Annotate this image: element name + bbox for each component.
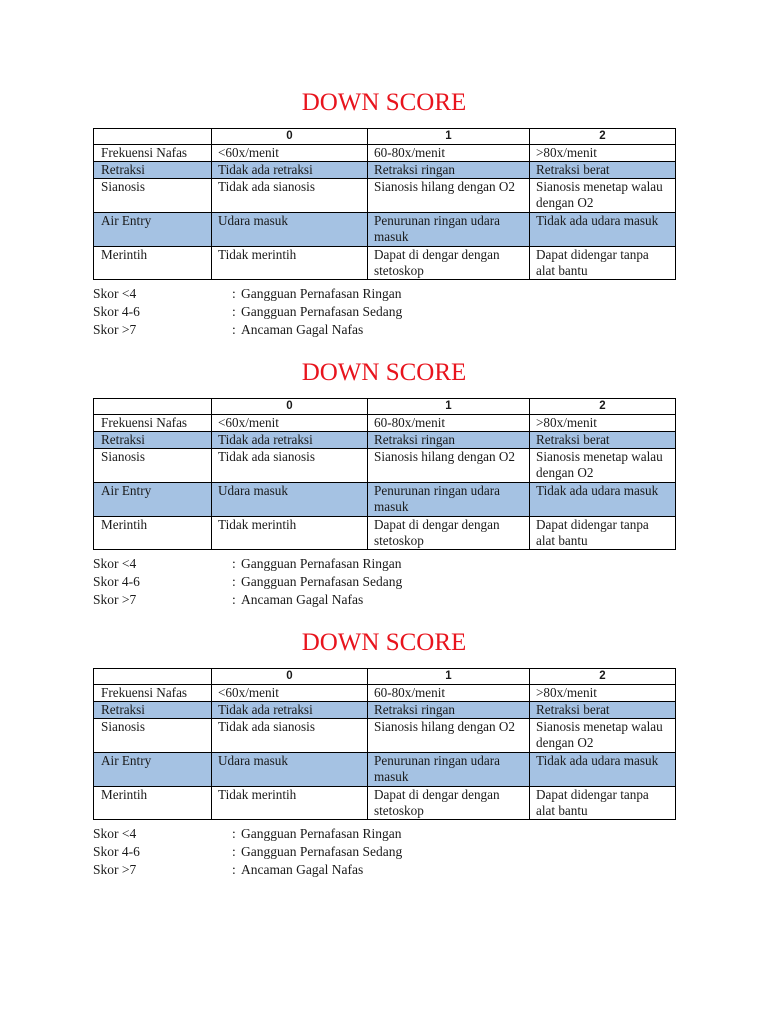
legend-value: Ancaman Gagal Nafas: [241, 322, 364, 337]
row-label: Sianosis: [94, 719, 212, 753]
table-cell: Dapat di dengar dengan stetoskop: [368, 787, 530, 820]
legend-item: [93, 573, 693, 591]
row-label: Retraksi: [94, 162, 212, 179]
table-row: [94, 483, 676, 517]
legend-key: Skor >7: [93, 592, 137, 607]
legend-value: Gangguan Pernafasan Ringan: [241, 556, 402, 571]
table-cell: Penurunan ringan udara masuk: [368, 213, 530, 247]
legend-value: Ancaman Gagal Nafas: [241, 592, 364, 607]
table-cell: Tidak ada retraksi: [212, 162, 368, 179]
legend-item: [93, 825, 693, 843]
table-cell: Sianosis menetap walau dengan O2: [530, 719, 676, 753]
header-cell: 0: [212, 129, 368, 145]
section-title: DOWN SCORE: [301, 89, 467, 116]
row-label: Retraksi: [94, 702, 212, 719]
section-title: DOWN SCORE: [301, 629, 467, 656]
table-cell: Dapat didengar tanpa alat bantu: [530, 517, 676, 550]
header-cell: 1: [368, 399, 530, 415]
row-label: Merintih: [94, 247, 212, 280]
legend-separator: :: [232, 862, 236, 877]
legend-separator: :: [232, 556, 236, 571]
table-cell: Retraksi ringan: [368, 162, 530, 179]
row-label: Air Entry: [94, 213, 212, 247]
legend-key: Skor 4-6: [93, 304, 140, 319]
table-row: [94, 415, 676, 432]
row-label: Merintih: [94, 787, 212, 820]
table-row: [94, 179, 676, 213]
table-cell: Tidak ada sianosis: [212, 719, 368, 753]
header-cell: [94, 129, 212, 145]
legend-value: Gangguan Pernafasan Sedang: [241, 574, 403, 589]
table-row: [94, 753, 676, 787]
legend-key: Skor <4: [93, 826, 137, 841]
table-cell: <60x/menit: [212, 685, 368, 702]
row-label: Sianosis: [94, 179, 212, 213]
table-row: [94, 162, 676, 179]
legend-separator: :: [232, 592, 236, 607]
table-cell: Dapat didengar tanpa alat bantu: [530, 247, 676, 280]
header-cell: 2: [530, 399, 676, 415]
table-cell: Tidak merintih: [212, 787, 368, 820]
score-legend: [93, 825, 693, 879]
legend-separator: :: [232, 304, 236, 319]
table-cell: 60-80x/menit: [368, 145, 530, 162]
legend-key: Skor 4-6: [93, 844, 140, 859]
table-cell: Sianosis hilang dengan O2: [368, 719, 530, 753]
legend-separator: :: [232, 286, 236, 301]
legend-key: Skor <4: [93, 556, 137, 571]
row-label: Frekuensi Nafas: [94, 685, 212, 702]
table-row: [94, 432, 676, 449]
header-cell: 1: [368, 669, 530, 685]
legend-value: Ancaman Gagal Nafas: [241, 862, 364, 877]
row-label: Sianosis: [94, 449, 212, 483]
table-cell: Tidak merintih: [212, 247, 368, 280]
table-row: [94, 685, 676, 702]
table-cell: Tidak ada retraksi: [212, 432, 368, 449]
table-cell: 60-80x/menit: [368, 415, 530, 432]
table-cell: Udara masuk: [212, 753, 368, 787]
legend-separator: :: [232, 322, 236, 337]
table-row: [94, 449, 676, 483]
table-cell: Sianosis menetap walau dengan O2: [530, 179, 676, 213]
legend-separator: :: [232, 826, 236, 841]
legend-value: Gangguan Pernafasan Ringan: [241, 826, 402, 841]
score-legend: [93, 285, 693, 339]
row-label: Merintih: [94, 517, 212, 550]
header-cell: 2: [530, 669, 676, 685]
legend-item: [93, 843, 693, 861]
table-cell: >80x/menit: [530, 415, 676, 432]
legend-separator: :: [232, 574, 236, 589]
legend-value: Gangguan Pernafasan Ringan: [241, 286, 402, 301]
table-row: [94, 247, 676, 280]
table-header-row: [94, 129, 676, 145]
legend-item: [93, 861, 693, 879]
row-label: Retraksi: [94, 432, 212, 449]
table-row: [94, 702, 676, 719]
row-label: Air Entry: [94, 753, 212, 787]
table-cell: Dapat di dengar dengan stetoskop: [368, 517, 530, 550]
legend-item: [93, 591, 693, 609]
header-cell: 2: [530, 129, 676, 145]
table-cell: Tidak ada udara masuk: [530, 753, 676, 787]
table-cell: Udara masuk: [212, 483, 368, 517]
down-score-table: [93, 128, 676, 280]
table-cell: Retraksi berat: [530, 162, 676, 179]
table-cell: <60x/menit: [212, 415, 368, 432]
section-title: DOWN SCORE: [301, 359, 467, 386]
down-score-table: [93, 398, 676, 550]
legend-key: Skor 4-6: [93, 574, 140, 589]
table-cell: >80x/menit: [530, 685, 676, 702]
legend-key: Skor >7: [93, 862, 137, 877]
legend-item: [93, 285, 693, 303]
legend-separator: :: [232, 844, 236, 859]
table-cell: Sianosis hilang dengan O2: [368, 179, 530, 213]
table-row: [94, 719, 676, 753]
table-cell: Udara masuk: [212, 213, 368, 247]
table-cell: Tidak ada sianosis: [212, 449, 368, 483]
header-cell: 1: [368, 129, 530, 145]
table-header-row: [94, 669, 676, 685]
legend-item: [93, 555, 693, 573]
table-cell: Dapat didengar tanpa alat bantu: [530, 787, 676, 820]
table-row: [94, 213, 676, 247]
table-cell: <60x/menit: [212, 145, 368, 162]
table-cell: Tidak ada retraksi: [212, 702, 368, 719]
table-cell: Retraksi ringan: [368, 702, 530, 719]
legend-key: Skor <4: [93, 286, 137, 301]
table-cell: Penurunan ringan udara masuk: [368, 753, 530, 787]
table-cell: Retraksi ringan: [368, 432, 530, 449]
table-cell: Tidak ada sianosis: [212, 179, 368, 213]
header-cell: 0: [212, 399, 368, 415]
table-cell: 60-80x/menit: [368, 685, 530, 702]
table-cell: >80x/menit: [530, 145, 676, 162]
table-cell: Retraksi berat: [530, 702, 676, 719]
score-legend: [93, 555, 693, 609]
legend-key: Skor >7: [93, 322, 137, 337]
table-cell: Retraksi berat: [530, 432, 676, 449]
header-cell: [94, 399, 212, 415]
row-label: Frekuensi Nafas: [94, 145, 212, 162]
table-cell: Tidak merintih: [212, 517, 368, 550]
table-row: [94, 145, 676, 162]
table-cell: Tidak ada udara masuk: [530, 483, 676, 517]
down-score-table: [93, 668, 676, 820]
row-label: Frekuensi Nafas: [94, 415, 212, 432]
legend-value: Gangguan Pernafasan Sedang: [241, 304, 403, 319]
row-label: Air Entry: [94, 483, 212, 517]
table-cell: Sianosis menetap walau dengan O2: [530, 449, 676, 483]
table-row: [94, 787, 676, 820]
table-header-row: [94, 399, 676, 415]
table-row: [94, 517, 676, 550]
table-cell: Tidak ada udara masuk: [530, 213, 676, 247]
table-cell: Dapat di dengar dengan stetoskop: [368, 247, 530, 280]
table-cell: Penurunan ringan udara masuk: [368, 483, 530, 517]
header-cell: 0: [212, 669, 368, 685]
legend-value: Gangguan Pernafasan Sedang: [241, 844, 403, 859]
table-cell: Sianosis hilang dengan O2: [368, 449, 530, 483]
header-cell: [94, 669, 212, 685]
legend-item: [93, 303, 693, 321]
legend-item: [93, 321, 693, 339]
